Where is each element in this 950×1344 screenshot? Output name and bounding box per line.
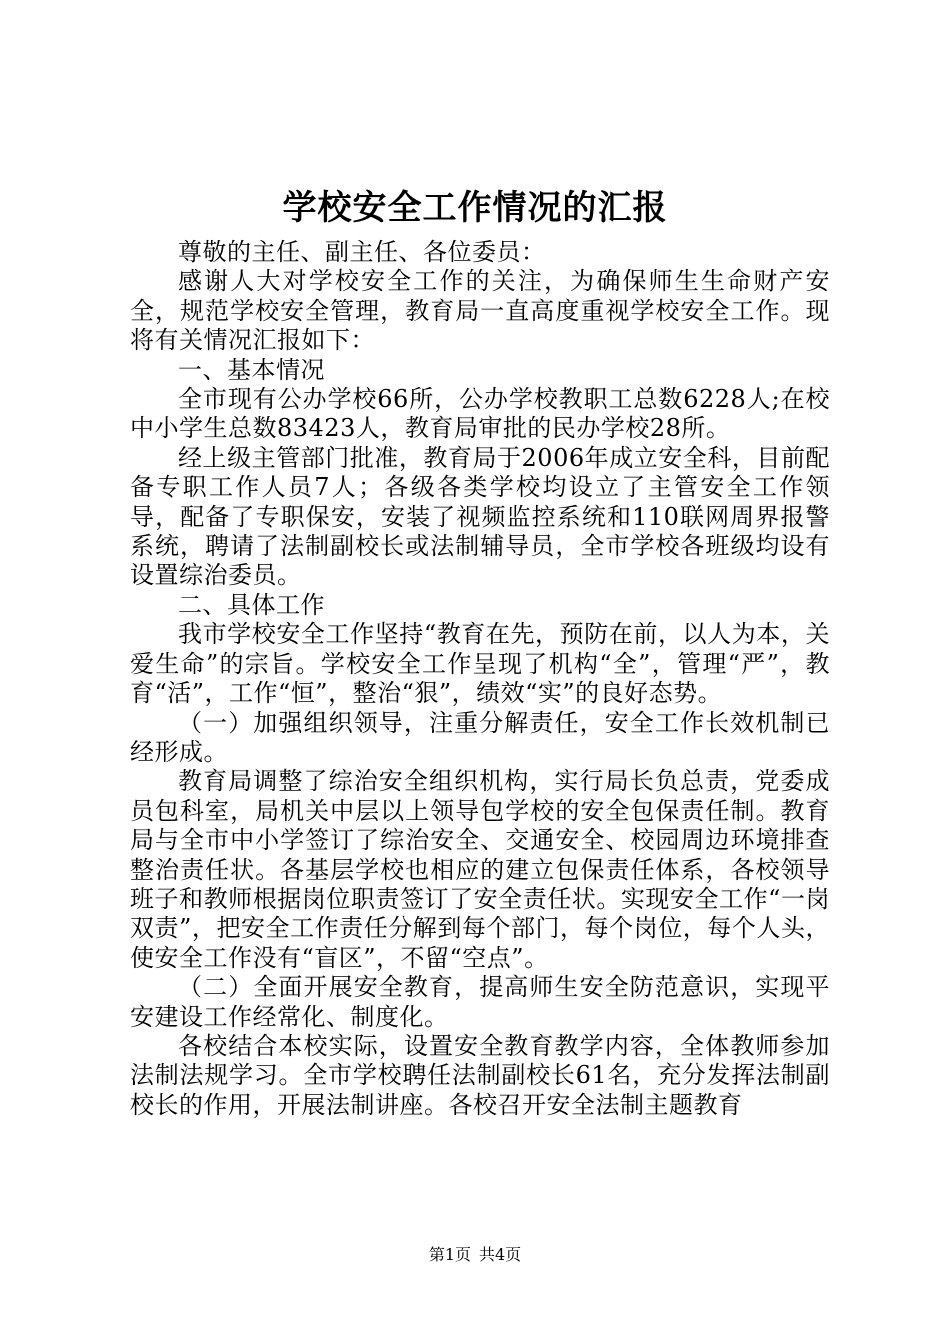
document-title: 学校安全工作情况的汇报 bbox=[282, 188, 668, 228]
section-heading-work: 二、具体工作 bbox=[178, 590, 325, 619]
subsection-heading-1: （一）加强组织领导，注重分解责任，安全工作长效机制已经形成。 bbox=[130, 708, 830, 766]
body-paragraph: 教育局调整了综治安全组织机构，实行局长负总责，党委成员包科室，局机关中层以上领导包学校的安全包保责任制。教育局与全市中小学签订了综治安全、交通安全、校园周边环境排查整治责任状。各基层学校也相应的建立包保责任体系，各校领导班子和教师根据岗位职责签订了安全责任状。实现安全工作“一岗双责”，把安全工作责任分解到每个部门，每个岗位，每个人头，使安全工作没有“盲区”，不留“空点”。 bbox=[130, 767, 830, 972]
page-number: 第1页 bbox=[428, 1245, 471, 1264]
body-paragraph: 各校结合本校实际，设置安全教育教学内容，全体教师参加法制法规学习。全市学校聘任法制副校长61名，充分发挥法制副校长的作用，开展法制讲座。各校召开安全法制主题教育 bbox=[130, 1031, 830, 1119]
document-body bbox=[130, 238, 830, 1120]
page-total: 共4页 bbox=[479, 1245, 522, 1264]
body-paragraph: 我市学校安全工作坚持“教育在先，预防在前，以人为本，关爱生命”的宗旨。学校安全工作呈现了机构“全”，管理“严”，教育“活”，工作“恒”，整治“狠”，绩效“实”的良好态势。 bbox=[130, 620, 830, 708]
intro-paragraph: 感谢人大对学校安全工作的关注，为确保师生生命财产安全，规范学校安全管理，教育局一直高度重视学校安全工作。现将有关情况汇报如下： bbox=[130, 267, 830, 355]
page-footer bbox=[0, 1245, 950, 1265]
body-paragraph: 全市现有公办学校66所，公办学校教职工总数6228人;在校中小学生总数83423人，教育局审批的民办学校28所。 bbox=[130, 385, 830, 443]
subsection-heading-2: （二）全面开展安全教育，提高师生安全防范意识，实现平安建设工作经常化、制度化。 bbox=[130, 973, 830, 1031]
salutation-paragraph: 尊敬的主任、副主任、各位委员： bbox=[178, 238, 546, 266]
section-heading-basic: 一、基本情况 bbox=[178, 355, 325, 384]
body-paragraph: 经上级主管部门批准，教育局于2006年成立安全科，目前配备专职工作人员7人；各级各类学校均设立了主管安全工作领导，配备了专职保安，安装了视频监控系统和110联网周界报警系统，聘请了法制副校长或法制辅导员，全市学校各班级均设有设置综治委员。 bbox=[130, 443, 830, 590]
